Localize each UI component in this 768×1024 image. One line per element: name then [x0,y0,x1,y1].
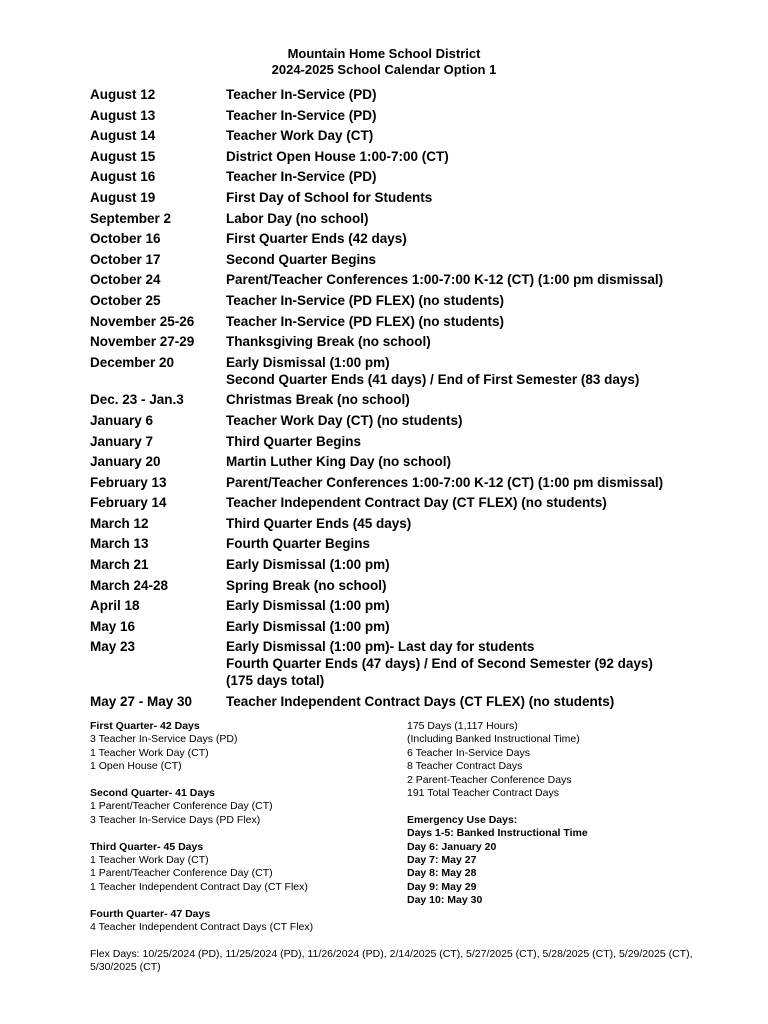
emergency-line: Day 8: May 28 [407,867,477,880]
flex-days-note: Flex Days: 10/25/2024 (PD), 11/25/2024 (PD), 11/26/2024 (PD), 2/14/2025 (CT), 5/27/2025 (CT), 5/28/2025 (CT), 5/29/2025 (CT), 5/30/2025 (CT) [90,948,693,974]
calendar-date: September 2 [90,210,172,226]
calendar-date: October 25 [90,292,161,308]
quarter-title: Second Quarter- 41 Days [90,787,215,800]
calendar-row [90,638,750,689]
calendar-event: Teacher In-Service (PD) [226,107,377,123]
calendar-row [90,391,750,408]
calendar-row [90,433,750,450]
calendar-row [90,354,750,388]
calendar-events [226,453,750,470]
calendar-events [226,556,750,573]
totals-line: 6 Teacher In-Service Days [407,746,530,759]
calendar-events [226,210,750,227]
emergency-line: Day 9: May 29 [407,880,477,893]
calendar-date: August 15 [90,148,156,164]
calendar-row [90,618,750,635]
calendar-row [90,271,750,288]
calendar-event: Fourth Quarter Begins [226,536,371,552]
calendar-date: January 20 [90,454,161,470]
totals-section [407,720,737,800]
totals-line: 175 Days (1,117 Hours) [407,720,518,732]
calendar-date: August 13 [90,107,156,123]
calendar-events [226,313,750,330]
quarter-line: 1 Teacher Independent Contract Day (CT Flex) [90,880,308,893]
calendar-date: October 24 [90,272,161,288]
calendar-date: March 13 [90,536,149,552]
calendar-event: (175 days total) [226,673,325,689]
calendar-row [90,333,750,350]
calendar-row [90,515,750,532]
calendar-event: Teacher In-Service (PD FLEX) (no students) [226,292,505,308]
calendar-row [90,597,750,614]
calendar-row [90,494,750,511]
calendar-event: Christmas Break (no school) [226,392,410,408]
calendar-events [226,535,750,552]
totals-summary [407,720,737,921]
calendar-events [226,107,750,124]
calendar-event: Third Quarter Ends (45 days) [226,515,412,531]
calendar-row [90,251,750,268]
calendar-events [226,333,750,350]
calendar-row [90,577,750,594]
calendar-row [90,313,750,330]
emergency-line: Day 10: May 30 [407,894,483,907]
calendar-date: August 16 [90,169,156,185]
calendar-date: May 27 - May 30 [90,694,193,710]
calendar-events [226,86,750,103]
calendar-event: Martin Luther King Day (no school) [226,454,451,470]
calendar-row [90,474,750,491]
emergency-title: Emergency Use Days: [407,813,518,826]
quarter-section [90,841,390,895]
calendar-date: December 20 [90,354,175,370]
calendar-events [226,433,750,450]
calendar-event: Thanksgiving Break (no school) [226,334,431,350]
calendar-date: October 16 [90,231,161,247]
calendar-event: Second Quarter Begins [226,251,377,267]
quarter-section [90,720,390,774]
emergency-line: Day 7: May 27 [407,854,477,867]
calendar-events [226,494,750,511]
emergency-lines [407,827,737,907]
calendar-event: Teacher Work Day (CT) [226,128,374,144]
calendar-event: First Day of School for Students [226,189,433,205]
calendar-row [90,86,750,103]
calendar-row [90,535,750,552]
quarter-line: 1 Parent/Teacher Conference Day (CT) [90,800,273,813]
calendar-event: Teacher Work Day (CT) (no students) [226,412,463,428]
calendar-events [226,693,750,710]
calendar-date: January 7 [90,433,154,449]
calendar-date: February 14 [90,495,167,511]
quarter-line: 1 Teacher Work Day (CT) [90,854,209,867]
calendar-event: Spring Break (no school) [226,577,387,593]
calendar-event: Parent/Teacher Conferences 1:00-7:00 K-12 (CT) (1:00 pm dismissal) [226,474,664,490]
totals-line: (Including Banked Instructional Time) [407,733,580,746]
calendar-events [226,391,750,408]
calendar-events [226,515,750,532]
quarter-section [90,787,390,827]
quarter-title: Fourth Quarter- 47 Days [90,907,211,920]
calendar-date: May 16 [90,618,136,634]
calendar-date: November 25-26 [90,313,195,329]
calendar-events [226,577,750,594]
calendar-date: March 21 [90,557,149,573]
calendar-row [90,230,750,247]
calendar-date: March 24-28 [90,577,169,593]
calendar-date: February 13 [90,474,167,490]
calendar-title: 2024-2025 School Calendar Option 1 [271,62,497,77]
emergency-line: Days 1-5: Banked Instructional Time [407,827,588,840]
calendar-event: District Open House 1:00-7:00 (CT) [226,148,449,164]
district-name: Mountain Home School District [287,46,481,61]
calendar-row [90,292,750,309]
document-header [0,46,768,78]
calendar-event: First Quarter Ends (42 days) [226,231,407,247]
calendar-events [226,189,750,206]
calendar-events [226,127,750,144]
calendar-row [90,412,750,429]
quarter-title: First Quarter- 42 Days [90,720,200,732]
calendar-date: April 18 [90,598,140,614]
quarter-section [90,908,390,935]
calendar-event: Second Quarter Ends (41 days) / End of First Semester (83 days) [226,371,640,387]
calendar-date: August 12 [90,87,156,102]
calendar-date: August 19 [90,189,156,205]
calendar-event: Early Dismissal (1:00 pm) [226,598,390,614]
calendar-date: March 12 [90,515,149,531]
calendar-event: Teacher In-Service (PD) [226,169,377,185]
calendar-event: Teacher In-Service (PD) [226,87,377,102]
calendar-date: August 14 [90,128,156,144]
calendar-row [90,189,750,206]
quarter-line: 1 Open House (CT) [90,760,182,773]
calendar-events [226,412,750,429]
calendar-event: Parent/Teacher Conferences 1:00-7:00 K-12 (CT) (1:00 pm dismissal) [226,272,664,288]
calendar-events [226,638,750,689]
calendar-event: Early Dismissal (1:00 pm) [226,557,390,573]
totals-line: 191 Total Teacher Contract Days [407,787,559,800]
calendar-row [90,693,750,710]
calendar-event: Teacher In-Service (PD FLEX) (no students) [226,313,505,329]
calendar-events [226,597,750,614]
calendar-events [226,271,750,288]
calendar-events [226,474,750,491]
quarter-line: 3 Teacher In-Service Days (PD) [90,733,238,746]
calendar-event: Early Dismissal (1:00 pm)- Last day for students [226,639,535,655]
quarter-line: 1 Parent/Teacher Conference Day (CT) [90,867,273,880]
calendar-row [90,127,750,144]
calendar-events [226,251,750,268]
calendar-row [90,168,750,185]
calendar-date: October 17 [90,251,161,267]
calendar-events [226,168,750,185]
calendar-row [90,453,750,470]
calendar-date: November 27-29 [90,334,195,350]
calendar-event: Labor Day (no school) [226,210,369,226]
calendar-date: January 6 [90,412,154,428]
quarter-line: 3 Teacher In-Service Days (PD Flex) [90,813,261,826]
calendar-events [226,354,750,388]
calendar-event: Early Dismissal (1:00 pm) [226,618,390,634]
calendar-events [226,148,750,165]
calendar-row [90,148,750,165]
emergency-section [407,814,737,908]
quarter-line: 1 Teacher Work Day (CT) [90,746,209,759]
quarter-title: Third Quarter- 45 Days [90,840,204,853]
calendar-events [226,618,750,635]
calendar-events [226,230,750,247]
calendar-row [90,107,750,124]
emergency-line: Day 6: January 20 [407,840,497,853]
calendar-event: Fourth Quarter Ends (47 days) / End of Second Semester (92 days) [226,656,653,672]
totals-line: 2 Parent-Teacher Conference Days [407,773,572,786]
calendar-row [90,556,750,573]
calendar-row [90,210,750,227]
calendar-event: Early Dismissal (1:00 pm) [226,354,390,370]
calendar-date: May 23 [90,639,136,655]
calendar-table [90,86,750,714]
quarter-line: 4 Teacher Independent Contract Days (CT Flex) [90,921,314,934]
calendar-date: Dec. 23 - Jan.3 [90,392,184,408]
totals-line: 8 Teacher Contract Days [407,760,523,773]
quarter-summary [90,720,390,948]
calendar-event: Third Quarter Begins [226,433,362,449]
calendar-event: Teacher Independent Contract Days (CT FLEX) (no students) [226,694,615,710]
calendar-events [226,292,750,309]
calendar-event: Teacher Independent Contract Day (CT FLEX) (no students) [226,495,607,511]
